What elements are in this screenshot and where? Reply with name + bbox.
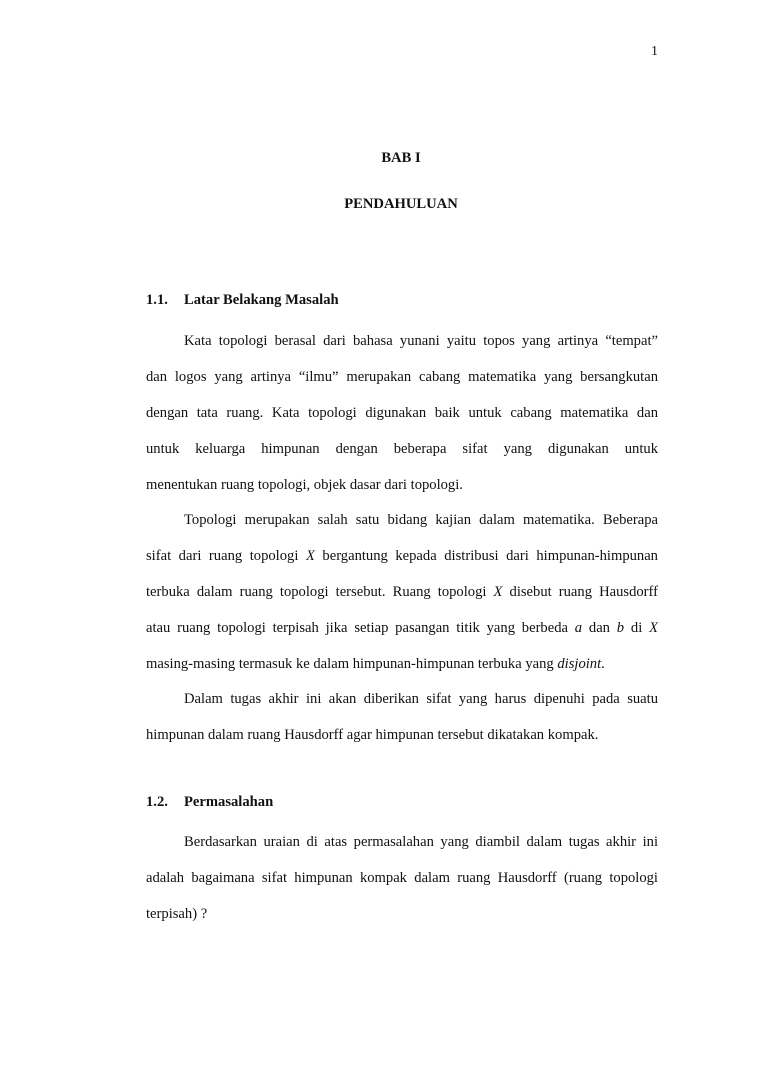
- variable-a: a: [574, 620, 583, 636]
- section-heading-permasalahan: [146, 794, 273, 811]
- chapter-title: PENDAHULUAN: [344, 196, 458, 212]
- paragraph-line: [146, 646, 658, 682]
- paragraph-line: [146, 574, 658, 610]
- italic-term-disjoint: disjoint: [557, 656, 602, 672]
- section-number: 1.1.: [146, 292, 168, 308]
- paragraph-line: Berdasarkan uraian di atas permasalahan yang diambil dalam tugas akhir ini: [184, 834, 658, 850]
- section-heading-latar-belakang: [146, 292, 339, 309]
- text-run: terbuka dalam ruang topologi tersebut. Ruang topologi: [146, 584, 494, 600]
- paragraph-topologi-definition: [146, 323, 658, 503]
- paragraph-line: menentukan ruang topologi, objek dasar dari topologi.: [146, 477, 463, 493]
- paragraph-permasalahan: [146, 824, 658, 932]
- section-title: Latar Belakang Masalah: [184, 292, 339, 308]
- paragraph-line: dengan tata ruang. Kata topologi digunakan baik untuk cabang matematika dan: [146, 405, 658, 421]
- text-run: di: [624, 620, 650, 636]
- paragraph-line: Topologi merupakan salah satu bidang kajian dalam matematika. Beberapa: [184, 512, 658, 528]
- page-number: 1: [651, 44, 658, 59]
- paragraph-line: Dalam tugas akhir ini akan diberikan sifat yang harus dipenuhi pada suatu: [184, 691, 658, 707]
- text-run: bergantung kepada distribusi dari himpunan-himpunan: [314, 548, 658, 564]
- text-run: atau ruang topologi terpisah jika setiap pasangan titik yang berbeda: [146, 620, 575, 636]
- paragraph-hausdorff: [146, 502, 658, 682]
- paragraph-line: himpunan dalam ruang Hausdorff agar himpunan tersebut dikatakan kompak.: [146, 727, 599, 743]
- paragraph-line: [146, 610, 658, 646]
- paragraph-line: dan logos yang artinya “ilmu” merupakan cabang matematika yang bersangkutan: [146, 369, 658, 385]
- text-run: masing-masing termasuk ke dalam himpunan-himpunan terbuka yang: [146, 656, 558, 672]
- section-title: Permasalahan: [184, 794, 274, 810]
- text-run: dan: [582, 620, 617, 636]
- variable-b: b: [616, 620, 625, 636]
- paragraph-line: terpisah) ?: [146, 906, 208, 922]
- paragraph-line: [146, 538, 658, 574]
- paragraph-line: Kata topologi berasal dari bahasa yunani yaitu topos yang artinya “tempat”: [184, 333, 658, 349]
- text-run: disebut ruang Hausdorff: [502, 584, 658, 600]
- paragraph-line: adalah bagaimana sifat himpunan kompak dalam ruang Hausdorff (ruang topologi: [146, 870, 658, 886]
- section-number: 1.2.: [146, 794, 168, 810]
- paragraph-line: untuk keluarga himpunan dengan beberapa sifat yang digunakan untuk: [146, 441, 658, 457]
- text-run: .: [601, 656, 605, 672]
- variable-x: X: [649, 620, 658, 636]
- paragraph-tugas-akhir: [146, 681, 658, 753]
- chapter-label: BAB I: [381, 150, 421, 166]
- text-run: sifat dari ruang topologi: [146, 548, 306, 564]
- variable-x: X: [305, 548, 315, 564]
- variable-x: X: [493, 584, 503, 600]
